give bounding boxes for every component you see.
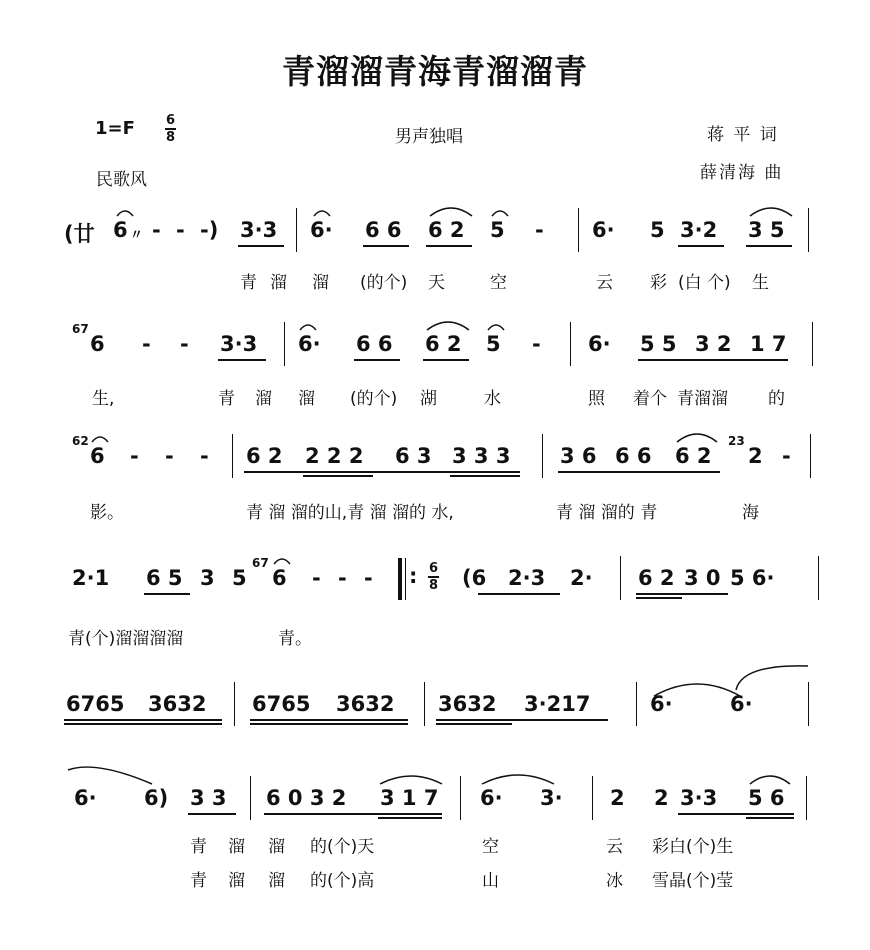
slur-icon (675, 430, 719, 444)
note: - (200, 444, 209, 468)
lyric: 溜 (228, 837, 245, 857)
tie-icon (734, 662, 810, 692)
note: 2 (654, 786, 669, 810)
fermata-icon (90, 432, 110, 444)
underline (378, 817, 442, 819)
time-signature (165, 114, 176, 144)
note: 6 (90, 444, 105, 468)
note: 6 (113, 218, 128, 242)
underline (450, 475, 520, 477)
lyric: 青 (190, 837, 207, 857)
underline (746, 245, 792, 247)
note: (廿 (64, 222, 95, 246)
lyric: 青 (190, 871, 207, 891)
note: 3 5 (748, 218, 785, 242)
slur-icon (748, 204, 794, 218)
lyric: 溜 (268, 837, 285, 857)
repeat-dots: : (409, 564, 418, 588)
note: 3·3 (680, 786, 718, 810)
slur-icon (480, 770, 556, 786)
lyric: 溜 (312, 273, 329, 293)
barline (542, 434, 543, 478)
note: - (130, 444, 139, 468)
underline (423, 359, 469, 361)
note: 6765 (252, 692, 311, 716)
lyric: 溜 (270, 273, 287, 293)
barline (810, 434, 811, 478)
lyric: 青。 (278, 629, 312, 649)
lyric: 着个 (633, 389, 667, 409)
lyric: 青(个)溜溜溜溜 (68, 629, 184, 649)
lyric-row-3 (0, 498, 870, 558)
lyric: 溜 (298, 389, 315, 409)
note: - (338, 566, 347, 590)
grace-note: 67 (72, 322, 89, 336)
note: 6 2 (425, 332, 462, 356)
note: - (312, 566, 321, 590)
underline (638, 359, 788, 361)
lyric: 的(个)天 (310, 837, 375, 857)
underline (678, 813, 794, 815)
underline (436, 723, 512, 725)
lyric: 生, (92, 389, 115, 409)
note: 3·3 (220, 332, 258, 356)
time-signature-top: 6 (428, 561, 439, 576)
barline (812, 322, 813, 366)
fermata-icon (115, 206, 135, 218)
note: 6 6 (365, 218, 402, 242)
lyric: (的个) (350, 389, 398, 409)
note: 2· (570, 566, 593, 590)
composer-credit: 薛清海 曲 (700, 163, 784, 183)
lyric: 青 溜 溜的 青 (556, 503, 658, 523)
underline (436, 719, 608, 721)
note: 6· (310, 218, 333, 242)
slur-icon (378, 772, 444, 786)
note: 6765 (66, 692, 125, 716)
note: 5 (490, 218, 505, 242)
note: 2 (610, 786, 625, 810)
underline (636, 597, 682, 599)
lyric: 的(个)高 (310, 871, 375, 891)
repeat-barline (405, 558, 406, 600)
underline (746, 817, 794, 819)
note: 3·217 (524, 692, 591, 716)
note: 6 2 (428, 218, 465, 242)
fermata-icon (486, 320, 506, 332)
lyric: 海 (742, 503, 759, 523)
underline (478, 593, 560, 595)
barline (620, 556, 621, 600)
page-title: 青溜溜青海青溜溜青 (282, 52, 588, 91)
fermata-icon (298, 320, 318, 332)
lyric: 生 (752, 273, 769, 293)
underline (558, 471, 720, 473)
time-signature-change (428, 562, 439, 592)
lyric-row-6b (0, 866, 870, 926)
note: - (535, 218, 544, 242)
barline (296, 208, 297, 252)
grace-note: 67 (252, 556, 269, 570)
underline (64, 723, 222, 725)
note: - (782, 444, 791, 468)
barline (578, 208, 579, 252)
fermata-icon (312, 206, 332, 218)
note: (6 (462, 566, 487, 590)
note: 5 5 (640, 332, 677, 356)
slur-icon (428, 204, 474, 218)
barline (806, 776, 807, 820)
slur-icon (652, 678, 742, 700)
lyric: 青 (240, 273, 257, 293)
repeat-barline (398, 558, 402, 600)
underline (188, 813, 236, 815)
barline (818, 556, 819, 600)
note: 6 0 3 2 (266, 786, 347, 810)
underline (238, 245, 284, 247)
note: 3632 (148, 692, 207, 716)
note: - (180, 332, 189, 356)
barline (284, 322, 285, 366)
note: 6 2 (246, 444, 283, 468)
lyricist-credit: 蒋 平 词 (707, 125, 779, 145)
note: 1 7 (750, 332, 787, 356)
note: -) (200, 218, 219, 242)
lyric: (白 个) (678, 273, 731, 293)
lyric: 溜 (268, 871, 285, 891)
barline (250, 776, 251, 820)
lyric: 空 (490, 273, 507, 293)
note: 5 6· (730, 566, 775, 590)
underline (218, 359, 266, 361)
slur-icon (425, 318, 471, 332)
note: - (176, 218, 185, 242)
underline (636, 593, 728, 595)
underline (363, 245, 409, 247)
lyric: (的个) (360, 273, 408, 293)
note: 3 3 3 (452, 444, 511, 468)
score-row-4 (0, 556, 870, 626)
barline (424, 682, 425, 726)
lyric: 空 (482, 837, 499, 857)
score-row-5 (0, 692, 870, 752)
note: 2 2 2 (305, 444, 364, 468)
key-signature: 1=F (95, 118, 135, 139)
note: - (364, 566, 373, 590)
lyric: 溜 (255, 389, 272, 409)
lyric: 青 溜 溜的山,青 溜 溜的 水, (246, 503, 454, 523)
note: 3 (200, 566, 215, 590)
note: 3·3 (240, 218, 278, 242)
lyric: 山 (482, 871, 499, 891)
note: 6· (480, 786, 503, 810)
lyric: 云 (606, 837, 623, 857)
score-row-3 (0, 434, 870, 504)
note: 6· (592, 218, 615, 242)
note: - (165, 444, 174, 468)
note: 6· (650, 692, 673, 716)
style-label: 民歌风 (96, 170, 147, 190)
note: 3 2 (695, 332, 732, 356)
note: 3632 (438, 692, 497, 716)
lyric: 照 (588, 389, 605, 409)
time-signature-top: 6 (165, 113, 176, 128)
note: 3 0 (684, 566, 721, 590)
note: 5 (650, 218, 665, 242)
note: 3· (540, 786, 563, 810)
note: 6· (588, 332, 611, 356)
note: 3 6 (560, 444, 597, 468)
lyric: 云 (596, 273, 613, 293)
lyric: 青 (218, 389, 235, 409)
lyric: 的 (768, 389, 785, 409)
underline (678, 245, 724, 247)
note: 6· (298, 332, 321, 356)
note: - (142, 332, 151, 356)
note: - (532, 332, 541, 356)
lyric: 雪晶(个)莹 (652, 871, 734, 891)
barline (570, 322, 571, 366)
time-signature-bottom: 8 (428, 577, 439, 593)
lyric: 彩 (650, 273, 667, 293)
lyric: 彩白(个)生 (652, 837, 734, 857)
time-signature-bottom: 8 (165, 129, 176, 145)
note: 2·3 (508, 566, 546, 590)
note: 5 (232, 566, 247, 590)
note: 3632 (336, 692, 395, 716)
note: 6 (272, 566, 287, 590)
barline (460, 776, 461, 820)
note: 5 (486, 332, 501, 356)
barline (808, 208, 809, 252)
lyric: 冰 (606, 871, 623, 891)
note: 6· (74, 786, 97, 810)
grace-note: 62 (72, 434, 89, 448)
underline (354, 359, 400, 361)
score-row-2 (0, 322, 870, 392)
note: 3 1 7 (380, 786, 439, 810)
note: 6) (144, 786, 169, 810)
lyric: 天 (428, 273, 445, 293)
note: 6 3 (395, 444, 432, 468)
underline (250, 723, 408, 725)
note: 3 3 (190, 786, 227, 810)
note: 2·1 (72, 566, 110, 590)
underline (264, 813, 442, 815)
performance-label: 男声独唱 (395, 127, 463, 147)
note: - (152, 218, 161, 242)
note: 5 6 (748, 786, 785, 810)
underline (303, 475, 373, 477)
note: 6 6 (356, 332, 393, 356)
barline (232, 434, 233, 478)
barline (592, 776, 593, 820)
note: 6 (90, 332, 105, 356)
note: 2 (748, 444, 763, 468)
underline (144, 593, 190, 595)
note: 6 5 (146, 566, 183, 590)
barline (636, 682, 637, 726)
barline (234, 682, 235, 726)
note: 〃 (130, 228, 144, 243)
note: 6· (730, 692, 753, 716)
slur-icon (748, 772, 792, 786)
grace-note: 23 (728, 434, 745, 448)
underline (64, 719, 222, 721)
lyric: 水 (484, 389, 501, 409)
lyric: 青溜溜 (677, 389, 728, 409)
note: 3·2 (680, 218, 718, 242)
lyric: 溜 (228, 871, 245, 891)
lyric: 湖 (420, 389, 437, 409)
underline (250, 719, 408, 721)
note: 6 6 (615, 444, 652, 468)
fermata-icon (272, 554, 292, 566)
note: 6 2 (675, 444, 712, 468)
lyric: 影。 (90, 503, 124, 523)
underline (244, 471, 520, 473)
note: 6 2 (638, 566, 675, 590)
fermata-icon (490, 206, 510, 218)
underline (426, 245, 472, 247)
